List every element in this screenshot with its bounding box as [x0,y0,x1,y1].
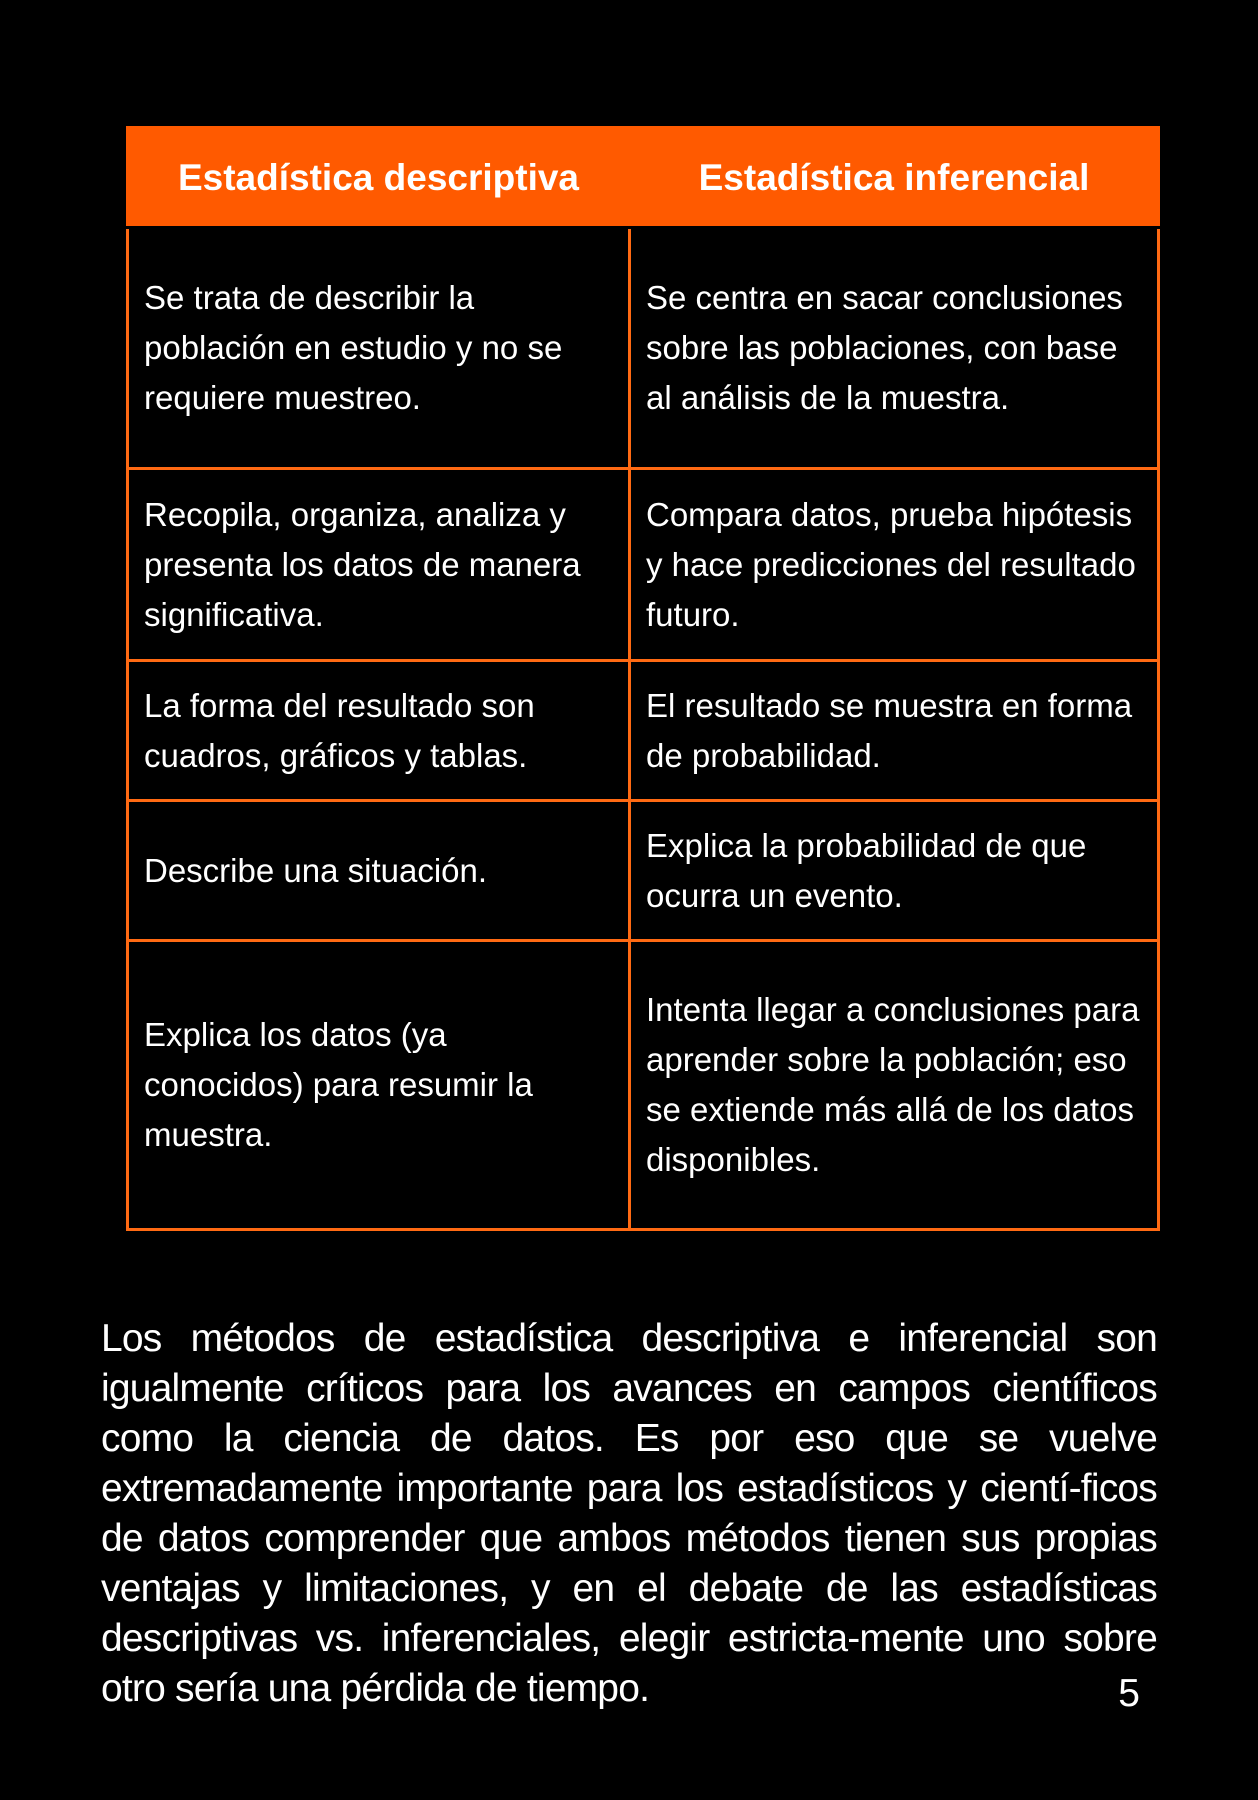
table-row [128,941,1159,1230]
cell-descriptive: Recopila, organiza, analiza y presenta los datos de manera significativa. [128,469,630,661]
cell-descriptive: Se trata de describir la población en estudio y no se requiere muestreo. [128,228,630,469]
cell-inferential: Compara datos, prueba hipótesis y hace predicciones del resultado futuro. [630,469,1159,661]
table-row [128,228,1159,469]
comparison-table [126,126,1160,1231]
cell-descriptive: Explica los datos (ya conocidos) para resumir la muestra. [128,941,630,1230]
cell-inferential: El resultado se muestra en forma de probabilidad. [630,661,1159,801]
table-row [128,469,1159,661]
page-number: 5 [1118,1672,1140,1715]
comparison-table-container [126,126,1157,1231]
cell-inferential: Explica la probabilidad de que ocurra un evento. [630,801,1159,941]
cell-inferential: Intenta llegar a conclusiones para aprender sobre la población; eso se extiende más allá de los datos disponibles. [630,941,1159,1230]
table-header-row [128,128,1159,228]
cell-inferential: Se centra en sacar conclusiones sobre las poblaciones, con base al análisis de la muestra. [630,228,1159,469]
table-row [128,661,1159,801]
header-descriptive: Estadística descriptiva [128,128,630,228]
header-inferential: Estadística inferencial [630,128,1159,228]
cell-descriptive: Describe una situación. [128,801,630,941]
body-paragraph: Los métodos de estadística descriptiva e inferencial son igualmente críticos para los avances en campos científicos como la ciencia de datos. Es por eso que se vuelve extremadamente importante para los estadísticos y cientí-ficos de datos comprender que ambos métodos tienen sus propias ventajas y limitaciones, y en el debate de las estadísticas descriptivas vs. inferenciales, elegir estricta-mente uno sobre otro sería una pérdida de tiempo. [101,1317,1157,1710]
cell-descriptive: La forma del resultado son cuadros, gráficos y tablas. [128,661,630,801]
table-row [128,801,1159,941]
